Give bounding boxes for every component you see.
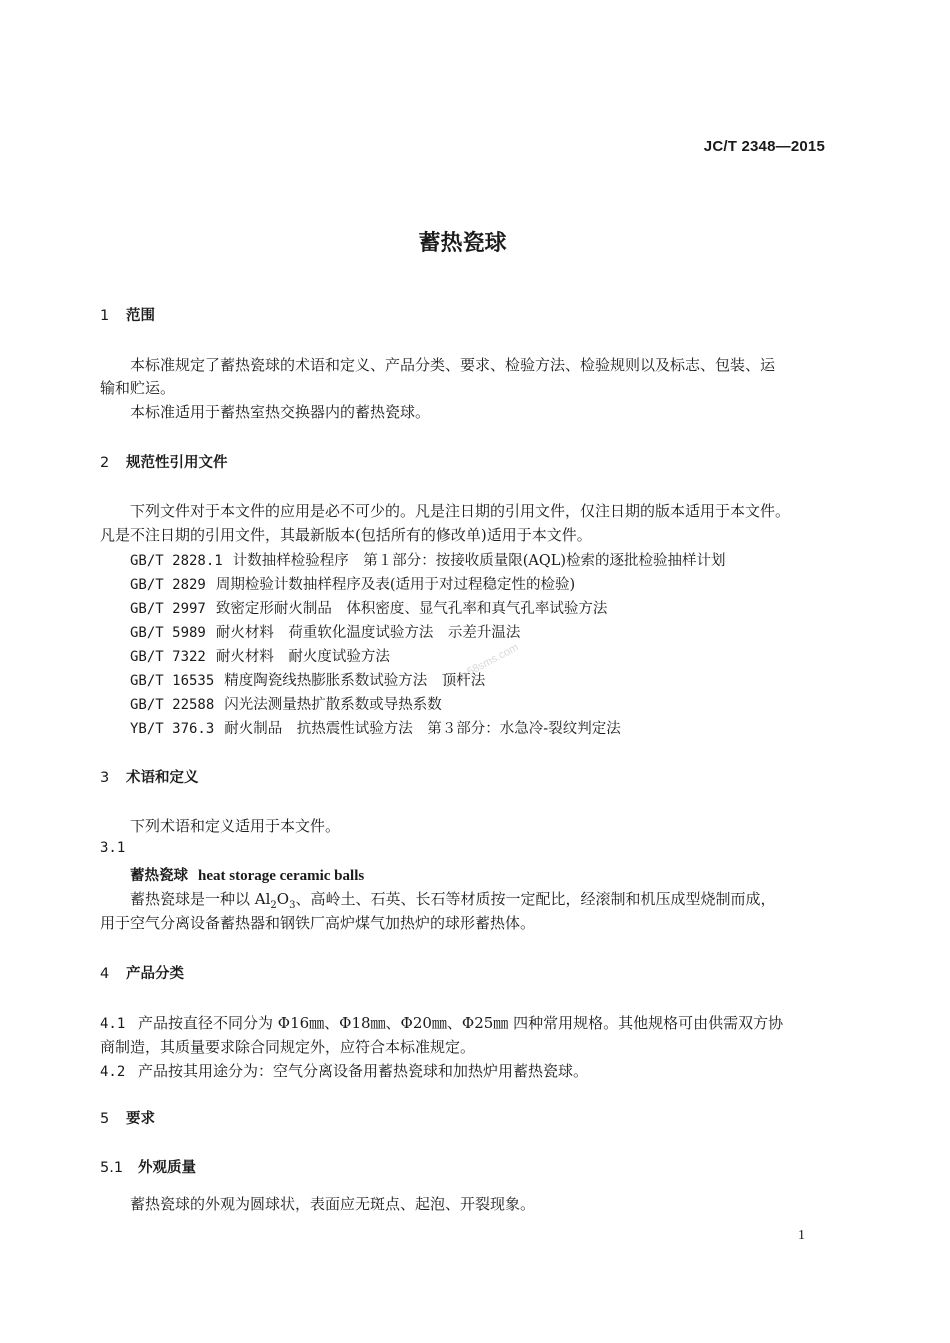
s2-intro-line-2: 凡是不注日期的引用文件，其最新版本(包括所有的修改单)适用于本文件。 [100,526,592,544]
section-4-heading [100,962,184,983]
clause-number: 4.2 [100,1064,126,1080]
reference-item [130,717,621,738]
s2-intro-line-1: 下列文件对于本文件的应用是必不可少的。凡是注日期的引用文件，仅注日期的版本适用于本文件。 [130,502,791,520]
subscript: 2 [270,900,277,911]
reference-code: GB/T 7322 [130,649,206,665]
reference-item [130,645,390,666]
definition-text: 、高岭土、石英、长石等材质按一定配比，经滚制和机压成型烧制而成， [295,890,776,908]
standard-number: JC/T 2348—2015 [703,138,825,155]
clause-4-1-line-1 [100,1012,783,1033]
reference-title: 耐火材料 荷重软化温度试验方法 示差升温法 [215,625,521,641]
section-number: 2 [100,455,110,471]
reference-title: 耐火材料 耐火度试验方法 [215,649,390,665]
s1-paragraph-2: 本标准适用于蓄热室热交换器内的蓄热瓷球。 [130,403,431,421]
reference-item [130,669,485,690]
section-title: 范围 [126,308,155,324]
clause-text: 产品按直径不同分为 Φ16㎜、Φ18㎜、Φ20㎜、Φ25㎜ 四种常用规格。其他规格可由供需双方协 [138,1014,784,1032]
section-number: 4 [100,966,110,982]
section-title: 要求 [126,1111,155,1127]
s3-intro: 下列术语和定义适用于本文件。 [130,817,341,835]
term-definition-line-1 [130,888,775,911]
reference-item [130,573,575,594]
clause-5-1-heading [100,1156,196,1177]
clause-5-1-text: 蓄热瓷球的外观为圆球状，表面应无斑点、起泡、开裂现象。 [130,1195,536,1213]
clause-title: 外观质量 [138,1160,196,1176]
term-chinese: 蓄热瓷球 [130,868,188,884]
clause-4-1-line-2: 商制造，其质量要求除合同规定外，应符合本标准规定。 [100,1038,476,1056]
reference-title: 计数抽样检验程序 第１部分：按接收质量限(AQL)检索的逐批检验抽样计划 [232,553,726,569]
reference-title: 精度陶瓷线热膨胀系数试验方法 顶杆法 [224,673,486,689]
subscript: 3 [289,900,296,911]
reference-code: GB/T 2828.1 [130,553,223,569]
section-number: 3 [100,770,110,786]
clause-number: 5.1 [100,1160,124,1176]
term-definition-line-2: 用于空气分离设备蓄热器和钢铁厂高炉煤气加热炉的球形蓄热体。 [100,914,536,932]
reference-code: GB/T 2829 [130,577,206,593]
reference-item [130,693,442,714]
section-number: 1 [100,308,110,324]
section-title: 产品分类 [126,966,184,982]
reference-title: 周期检验计数抽样程序及表(适用于对过程稳定性的检验) [215,577,576,593]
clause-text: 产品按其用途分为：空气分离设备用蓄热瓷球和加热炉用蓄热瓷球。 [138,1062,589,1080]
term-entry [130,864,364,885]
clause-4-2 [100,1060,588,1081]
document-title: 蓄热瓷球 [418,231,507,256]
reference-item [130,621,520,642]
section-3-heading [100,766,199,787]
reference-title: 致密定形耐火制品 体积密度、显气孔率和真气孔率试验方法 [215,601,608,617]
term-english: heat storage ceramic balls [198,868,365,884]
reference-title: 闪光法测量热扩散系数或导热系数 [224,697,442,713]
section-1-heading [100,304,155,325]
page-number: 1 [798,1228,805,1243]
definition-text: O [276,890,290,908]
reference-item [130,549,726,570]
s1-paragraph-1-line-1: 本标准规定了蓄热瓷球的术语和定义、产品分类、要求、检验方法、检验规则以及标志、包装、运 [130,356,776,374]
reference-code: GB/T 5989 [130,625,206,641]
reference-code: YB/T 376.3 [130,721,215,737]
s1-paragraph-1-line-2: 输和贮运。 [100,379,176,397]
reference-item [130,597,607,618]
clause-number-3-1: 3.1 [100,840,126,856]
definition-text: 蓄热瓷球是一种以 Al [130,890,271,908]
reference-code: GB/T 22588 [130,697,215,713]
clause-number: 4.1 [100,1016,126,1032]
section-5-heading [100,1107,155,1128]
reference-code: GB/T 16535 [130,673,215,689]
reference-code: GB/T 2997 [130,601,206,617]
section-number: 5 [100,1111,110,1127]
reference-title: 耐火制品 抗热震性试验方法 第３部分：水急冷-裂纹判定法 [224,721,621,737]
section-title: 术语和定义 [126,770,199,786]
section-title: 规范性引用文件 [126,455,228,471]
watermark: www.58sms.com [442,641,521,691]
section-2-heading [100,451,228,472]
